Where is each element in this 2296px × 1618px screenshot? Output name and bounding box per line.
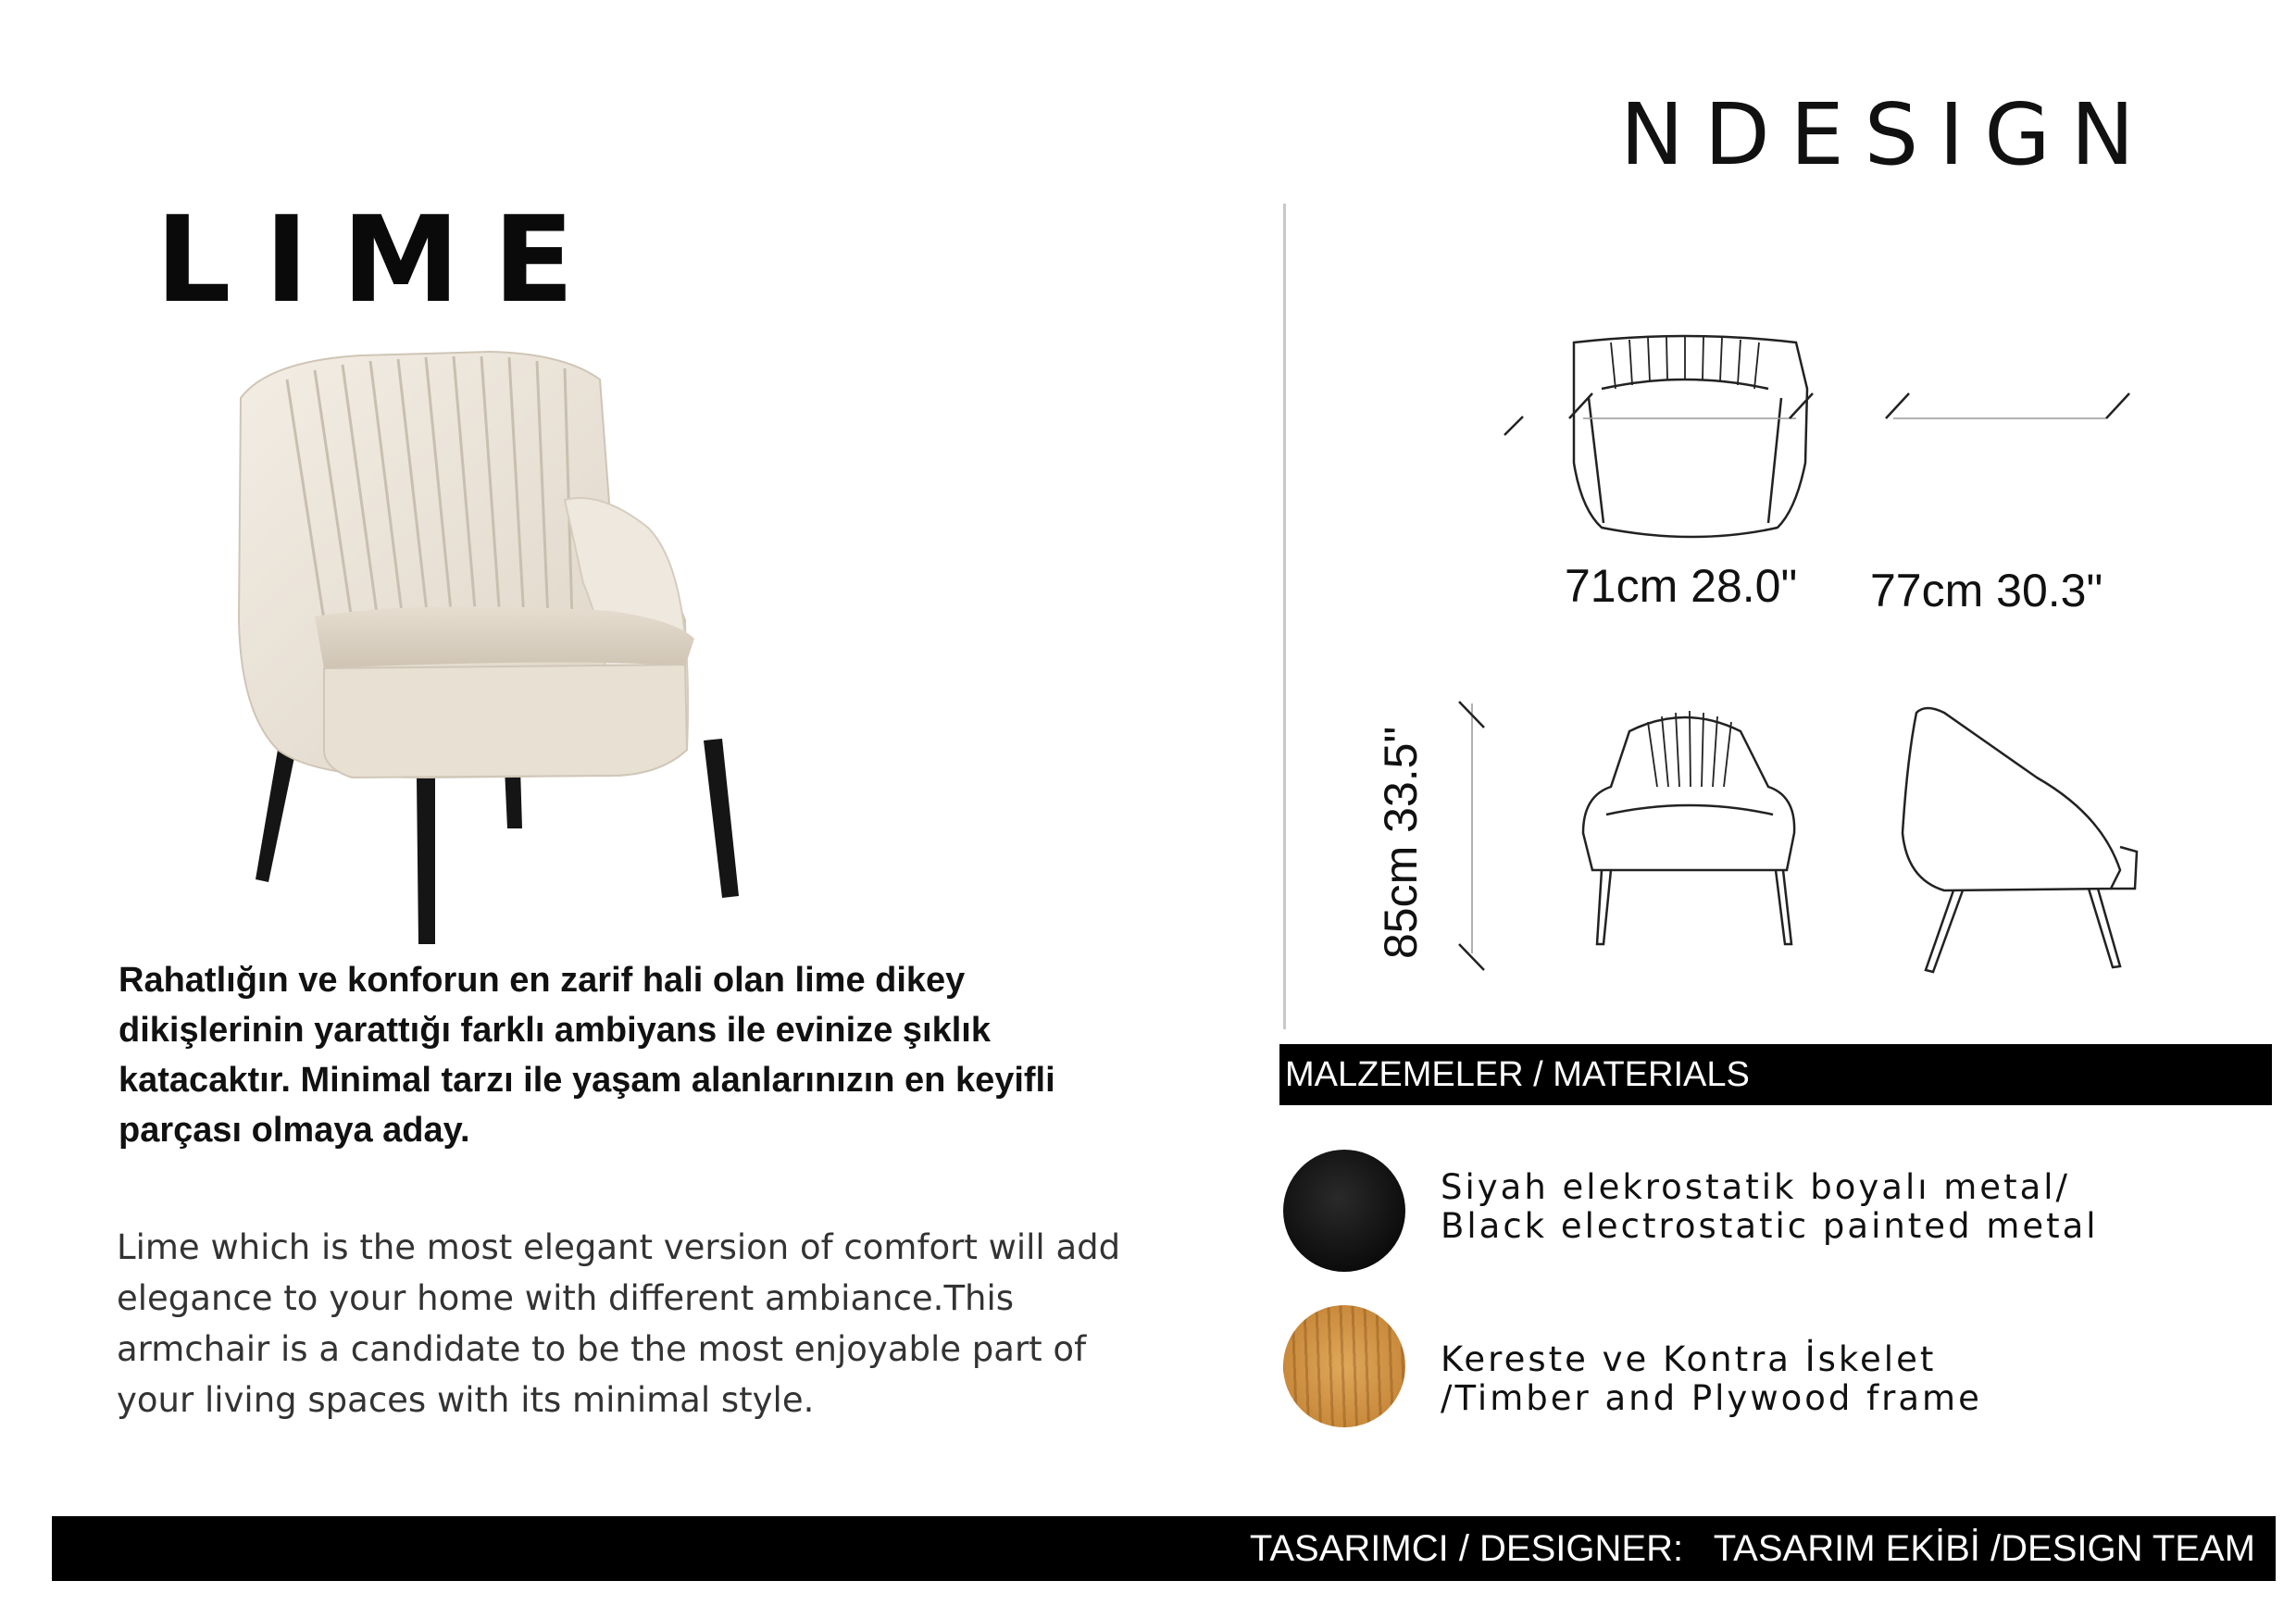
width-dimension: 71cm 28.0" [1565,560,1798,612]
black-metal-swatch [1283,1150,1405,1272]
armchair-photo [213,342,787,953]
material-wood-line2: /Timber and Plywood frame [1441,1378,1982,1418]
vertical-divider [1283,204,1286,1029]
materials-header: MALZEMELER / MATERIALS [1279,1044,2272,1105]
material-metal-line1: Siyah elekrostatik boyalı metal/ [1441,1167,2070,1207]
description-turkish: Rahatlığın ve konforun en zarif hali olan lime dikey dikişlerinin yarattığı farklı ambiyans ile evinize şıklık katacaktır. Minimal tarzı ile yaşam alanlarınızın en keyifli parçası olmaya aday. [119,961,1055,1150]
dim-tick [1504,417,1523,435]
designer-credit: TASARIMCI / DESIGNER: TASARIM EKİBİ /DESIGN TEAM [1249,1528,2255,1569]
wood-swatch [1283,1305,1405,1427]
material-item-wood [1441,1340,1982,1418]
top-view-drawing [1574,336,1807,537]
description-english: Lime which is the most elegant version of comfort will add elegance to your home with different ambiance.This armchair is a candidate to be the most enjoyable part of your living spaces with its minimal style. [117,1227,1121,1420]
depth-dimension: 77cm 30.3" [1870,565,2103,616]
material-item-metal [1441,1168,2099,1246]
brand-logo: NDESIGN [1620,85,2155,184]
product-title: LIME [156,192,607,330]
designer-footer [52,1516,2276,1581]
dimension-drawings [1333,315,2240,981]
front-view-drawing [1583,711,1794,944]
height-dimension: 85cm 33.5" [1375,726,1427,959]
material-wood-line1: Kereste ve Kontra İskelet [1441,1339,1937,1379]
material-metal-line2: Black electrostatic painted metal [1441,1206,2099,1246]
side-view-drawing [1903,708,2137,972]
